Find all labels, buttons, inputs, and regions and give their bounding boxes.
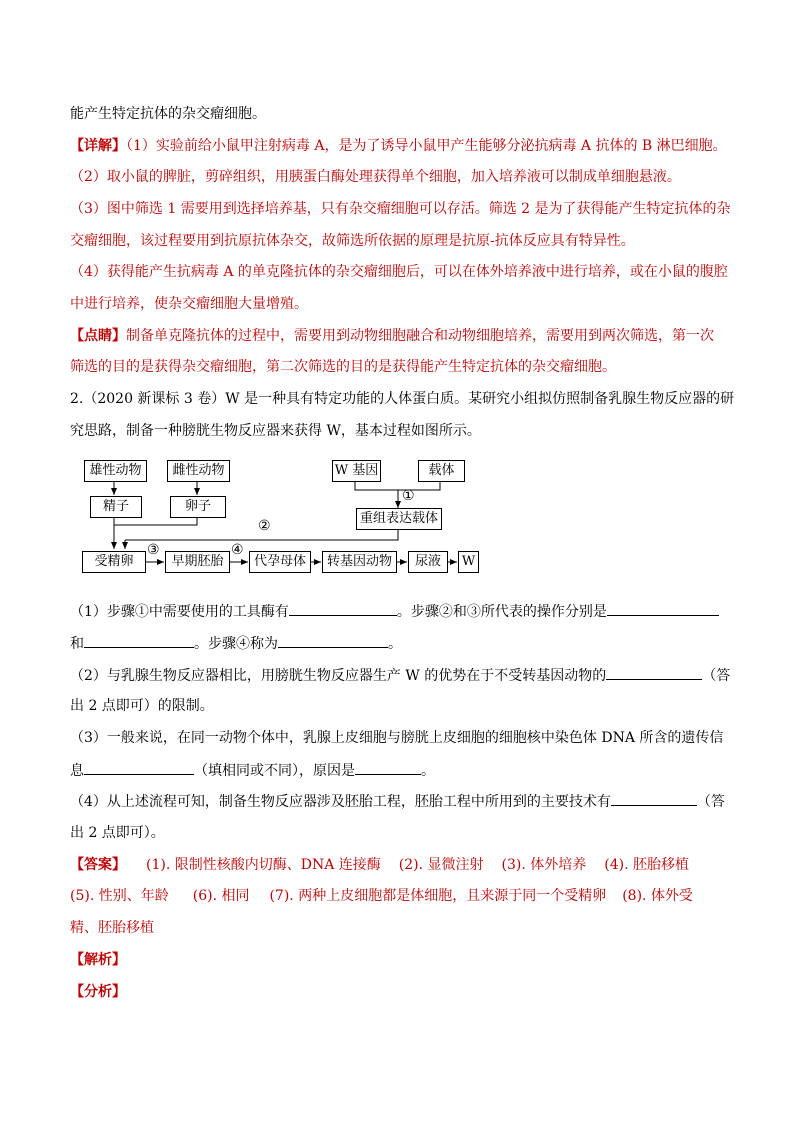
- early-embryo-box: 早期胚胎: [165, 551, 230, 573]
- comment-text-2: 筛选的目的是获得杂交瘤细胞，第二次筛选的目的是获得能产生特定抗体的杂交瘤细胞。: [70, 359, 616, 375]
- question-1-line-2: [70, 633, 402, 654]
- q4-text-a: （4）从上述流程可知，制备生物反应器涉及胚胎工程，胚胎工程中所用到的主要技术有: [70, 794, 611, 810]
- question-3-line-2: [70, 760, 435, 781]
- answer-blank-4[interactable]: [278, 633, 388, 648]
- answer-line-2: [70, 886, 693, 906]
- analyze-label-line: [70, 982, 126, 1002]
- analysis-label-line: [70, 950, 126, 970]
- analyze-label: 【分析】: [70, 984, 126, 1000]
- question-4-line-1: [70, 791, 725, 812]
- text-line-1: 能产生特定抗体的杂交瘤细胞。: [70, 106, 266, 122]
- question-stem-1: 2.（2020 新课标 3 卷）W 是一种具有特定功能的人体蛋白质。某研究小组拟仿照制备乳腺生物反应器的研: [70, 391, 735, 407]
- answer-1: (1). 限制性核酸内切酶、DNA 连接酶: [146, 857, 381, 873]
- step-1-label: ①: [402, 488, 415, 504]
- question-1-line-1: [70, 601, 719, 622]
- answer-blank-1[interactable]: [289, 601, 397, 616]
- urine-box: 尿液: [408, 551, 448, 573]
- q1-text-d: 。步骤④称为: [194, 636, 278, 652]
- transgenic-animal-box: 转基因动物: [322, 551, 397, 573]
- sperm-box: 精子: [90, 496, 142, 518]
- answer-5: (5). 性别、年龄: [70, 888, 169, 904]
- question-3-line-1: （3）一般来说，在同一动物个体中，乳腺上皮细胞与膀胱上皮细胞的细胞核中染色体 DNA 所含的遗传信: [70, 730, 724, 746]
- w-gene-box: W 基因: [332, 460, 381, 482]
- detail-text-4: 交瘤细胞，该过程要用到抗原抗体杂交，故筛选所依据的原理是抗原-抗体反应具有特异性。: [70, 233, 635, 249]
- detail-label: 【详解】: [70, 138, 126, 154]
- q2-text-b: （答: [702, 668, 731, 684]
- detail-text-3: （3）图中筛选 1 需要用到选择培养基，只有杂交瘤细胞可以存活。筛选 2 是为了获得能产生特定抗体的杂: [70, 201, 731, 217]
- question-2-line-2: 出 2 点即可）的限制。: [70, 698, 214, 714]
- answer-6: (6). 相同: [192, 888, 250, 904]
- detail-text-1: （1）实验前给小鼠甲注射病毒 A，是为了诱导小鼠甲产生能够分泌抗病毒 A 抗体的 B 淋巴细胞。: [126, 138, 727, 154]
- answer-line-1: [70, 855, 689, 875]
- vector-box: 载体: [418, 460, 465, 482]
- w-product-box: W: [458, 551, 479, 573]
- male-animal-box: 雄性动物: [84, 460, 147, 482]
- answer-blank-3[interactable]: [84, 633, 194, 648]
- q3-text-b: 息: [70, 763, 84, 779]
- q4-text-b: （答: [696, 794, 725, 810]
- answer-label: 【答案】: [70, 857, 126, 873]
- step-4-label: ④: [231, 542, 244, 558]
- answer-blank-2[interactable]: [607, 601, 719, 616]
- question-4-line-2: 出 2 点即可）。: [70, 825, 165, 841]
- answer-line-3: 精、胚胎移植: [70, 920, 154, 936]
- answer-4: (4). 胚胎移植: [604, 857, 689, 873]
- answer-3: (3). 体外培养: [501, 857, 587, 873]
- step-2-label: ②: [258, 518, 271, 534]
- answer-blank-7[interactable]: [355, 760, 421, 775]
- question-stem-2: 究思路，制备一种膀胱生物反应器来获得 W，基本过程如图所示。: [70, 423, 481, 439]
- comment-text-1: 制备单克隆抗体的过程中，需要用到动物细胞融合和动物细胞培养，需要用到两次筛选，第一次: [126, 328, 714, 344]
- answer-blank-6[interactable]: [84, 760, 194, 775]
- egg-box: 卵子: [170, 496, 226, 518]
- q1-text-e: 。: [388, 636, 402, 652]
- q1-text-b: 。步骤②和③所代表的操作分别是: [396, 604, 607, 620]
- female-animal-box: 雌性动物: [167, 460, 230, 482]
- detail-text-2: （2）取小鼠的脾脏，剪碎组织，用胰蛋白酶处理获得单个细胞，加入培养液可以制成单细胞悬液。: [70, 169, 681, 185]
- detail-text-6: 中进行培养，使杂交瘤细胞大量增殖。: [70, 296, 308, 312]
- answer-7: (7). 两种上皮细胞都是体细胞，且来源于同一个受精卵: [269, 888, 607, 904]
- analysis-label: 【解析】: [70, 952, 126, 968]
- answer-blank-8[interactable]: [611, 791, 697, 806]
- recomb-vector-box: 重组表达载体: [356, 508, 442, 530]
- q3-text-c: （填相同或不同），原因是: [194, 763, 355, 779]
- surrogate-box: 代孕母体: [249, 551, 311, 573]
- step-3-label: ③: [147, 542, 160, 558]
- answer-2: (2). 显微注射: [398, 857, 484, 873]
- comment-line: [70, 326, 714, 346]
- detail-text-5: （4）获得能产生抗病毒 A 的单克隆抗体的杂交瘤细胞后，可以在体外培养液中进行培养，或在小鼠的腹腔: [70, 264, 728, 280]
- q3-text-d: 。: [421, 763, 435, 779]
- answer-8: (8). 体外受: [622, 888, 693, 904]
- q1-text-a: （1）步骤①中需要使用的工具酶有: [70, 604, 289, 620]
- q1-text-c: 和: [70, 636, 84, 652]
- answer-blank-5[interactable]: [606, 665, 702, 680]
- q2-text-a: （2）与乳腺生物反应器相比，用膀胱生物反应器生产 W 的优势在于不受转基因动物的: [70, 668, 607, 684]
- question-2-line-1: [70, 665, 730, 686]
- zygote-box: 受精卵: [82, 551, 146, 573]
- detail-line: [70, 136, 727, 156]
- comment-label: 【点睛】: [70, 328, 126, 344]
